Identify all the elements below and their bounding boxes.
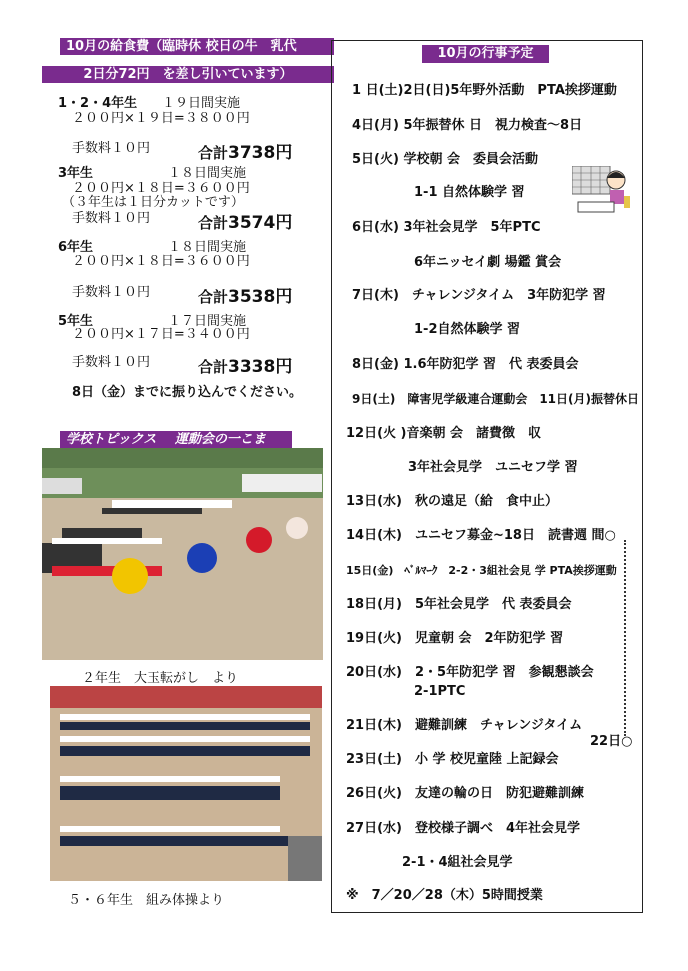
photo-gymnastics-image xyxy=(50,686,322,881)
event-item: ※ 7／20／28（木）5時間授業 xyxy=(346,888,543,903)
topics-title-bar xyxy=(60,431,292,448)
schedule-title: 10月の行事予定 xyxy=(422,45,549,63)
g124-days: １９日間実施 xyxy=(162,96,241,111)
topics-subtitle: 運動会の一こま xyxy=(174,432,266,447)
g5-fee: 手数料１０円 xyxy=(72,355,151,370)
event-item: 9日(土) 障害児学級連合運動会 11日(月)振替休日 xyxy=(352,392,639,406)
event-item: 14日(木) ユニセフ募金~18日 読書週 間○ xyxy=(346,528,616,543)
g6-total: 合計3538円 xyxy=(198,287,293,307)
photo-gymnastics xyxy=(50,686,322,881)
g6-label: 6年生 xyxy=(58,240,94,255)
photo-ball-rolling xyxy=(42,448,323,660)
event-item: 22日○ xyxy=(590,734,633,749)
event-item: 7日(木) チャレンジタイム 3年防犯学 習 xyxy=(352,288,606,303)
reading-week-bracket xyxy=(624,540,628,736)
event-item: 2-1PTC xyxy=(414,684,466,699)
g3-days: １８日間実施 xyxy=(168,166,247,181)
event-item: 13日(水) 秋の遠足（給 食中止） xyxy=(346,494,558,509)
event-item: 20日(水) 2・5年防犯学 習 参観懇談会 xyxy=(346,665,594,680)
event-item: 6日(水) 3年社会見学 5年PTC xyxy=(352,220,541,235)
girl-clipart-icon xyxy=(572,166,632,218)
lunch-subtitle: 2日分72円 を差し引いています） xyxy=(42,66,334,83)
g6-fee: 手数料１０円 xyxy=(72,285,151,300)
event-item: 19日(火) 児童朝 会 2年防犯学 習 xyxy=(346,631,564,646)
event-item: 4日(月) 5年振替休 日 視力検査～8日 xyxy=(352,118,583,133)
event-item: 15日(金) ﾍﾞﾙﾏｰｸ 2-2・3組社会見 学 PTA挨拶運動 xyxy=(346,564,617,577)
g3-note: （３年生は１日分カットです） xyxy=(62,195,244,210)
g124-label: 1・2・4年生 xyxy=(58,96,138,111)
event-item: 1-1 自然体験学 習 xyxy=(414,185,525,200)
lunch-title: 10月の給食費（臨時休 校日の牛 乳代 xyxy=(60,38,334,55)
g124-fee: 手数料１０円 xyxy=(72,141,151,156)
event-item: 12日(火 )音楽朝 会 諸費徴 収 xyxy=(346,426,542,441)
caption-gymnastics: ５・６年生 組み体操より xyxy=(68,893,225,908)
g5-label: 5年生 xyxy=(58,314,94,329)
g3-total: 合計3574円 xyxy=(198,213,293,233)
topics-title: 学校トピックス xyxy=(66,432,157,447)
deadline: 8日（金）までに振り込んでください。 xyxy=(72,385,303,400)
event-item: 1 日(土)2日(日)5年野外活動 PTA挨拶運動 xyxy=(352,83,617,98)
event-item: 6年ニッセイ劇 場鑑 賞会 xyxy=(414,255,562,270)
g3-calc: ２００円×１８日=３６００円 xyxy=(72,181,250,196)
event-item: 2-1・4組社会見学 xyxy=(402,855,513,870)
event-item: 3年社会見学 ユニセフ学 習 xyxy=(408,460,578,475)
photo-ball-rolling-image xyxy=(42,448,323,660)
caption-ball-rolling: ２年生 大玉転がし より xyxy=(82,671,239,686)
g3-label: 3年生 xyxy=(58,166,94,181)
event-item: 8日(金) 1.6年防犯学 習 代 表委員会 xyxy=(352,357,579,372)
event-item: 27日(水) 登校様子調べ 4年社会見学 xyxy=(346,821,581,836)
g3-fee: 手数料１０円 xyxy=(72,211,151,226)
g5-calc: ２００円×１７日=３４００円 xyxy=(72,327,250,342)
g124-total: 合計3738円 xyxy=(198,143,293,163)
event-item: 1-2自然体験学 習 xyxy=(414,322,521,337)
g6-days: １８日間実施 xyxy=(168,240,247,255)
g6-calc: ２００円×１８日=３６００円 xyxy=(72,254,250,269)
event-item: 18日(月) 5年社会見学 代 表委員会 xyxy=(346,597,572,612)
g5-total: 合計3338円 xyxy=(198,357,293,377)
event-item: 21日(木) 避難訓練 チャレンジタイム xyxy=(346,718,583,733)
event-item: 23日(土) 小 学 校児童陸 上記録会 xyxy=(346,752,559,767)
g5-days: １７日間実施 xyxy=(168,314,247,329)
g124-calc: ２００円×１９日=３８００円 xyxy=(72,111,250,126)
event-item: 5日(火) 学校朝 会 委員会活動 xyxy=(352,152,538,167)
event-item: 26日(火) 友達の輪の日 防犯避難訓練 xyxy=(346,786,584,801)
